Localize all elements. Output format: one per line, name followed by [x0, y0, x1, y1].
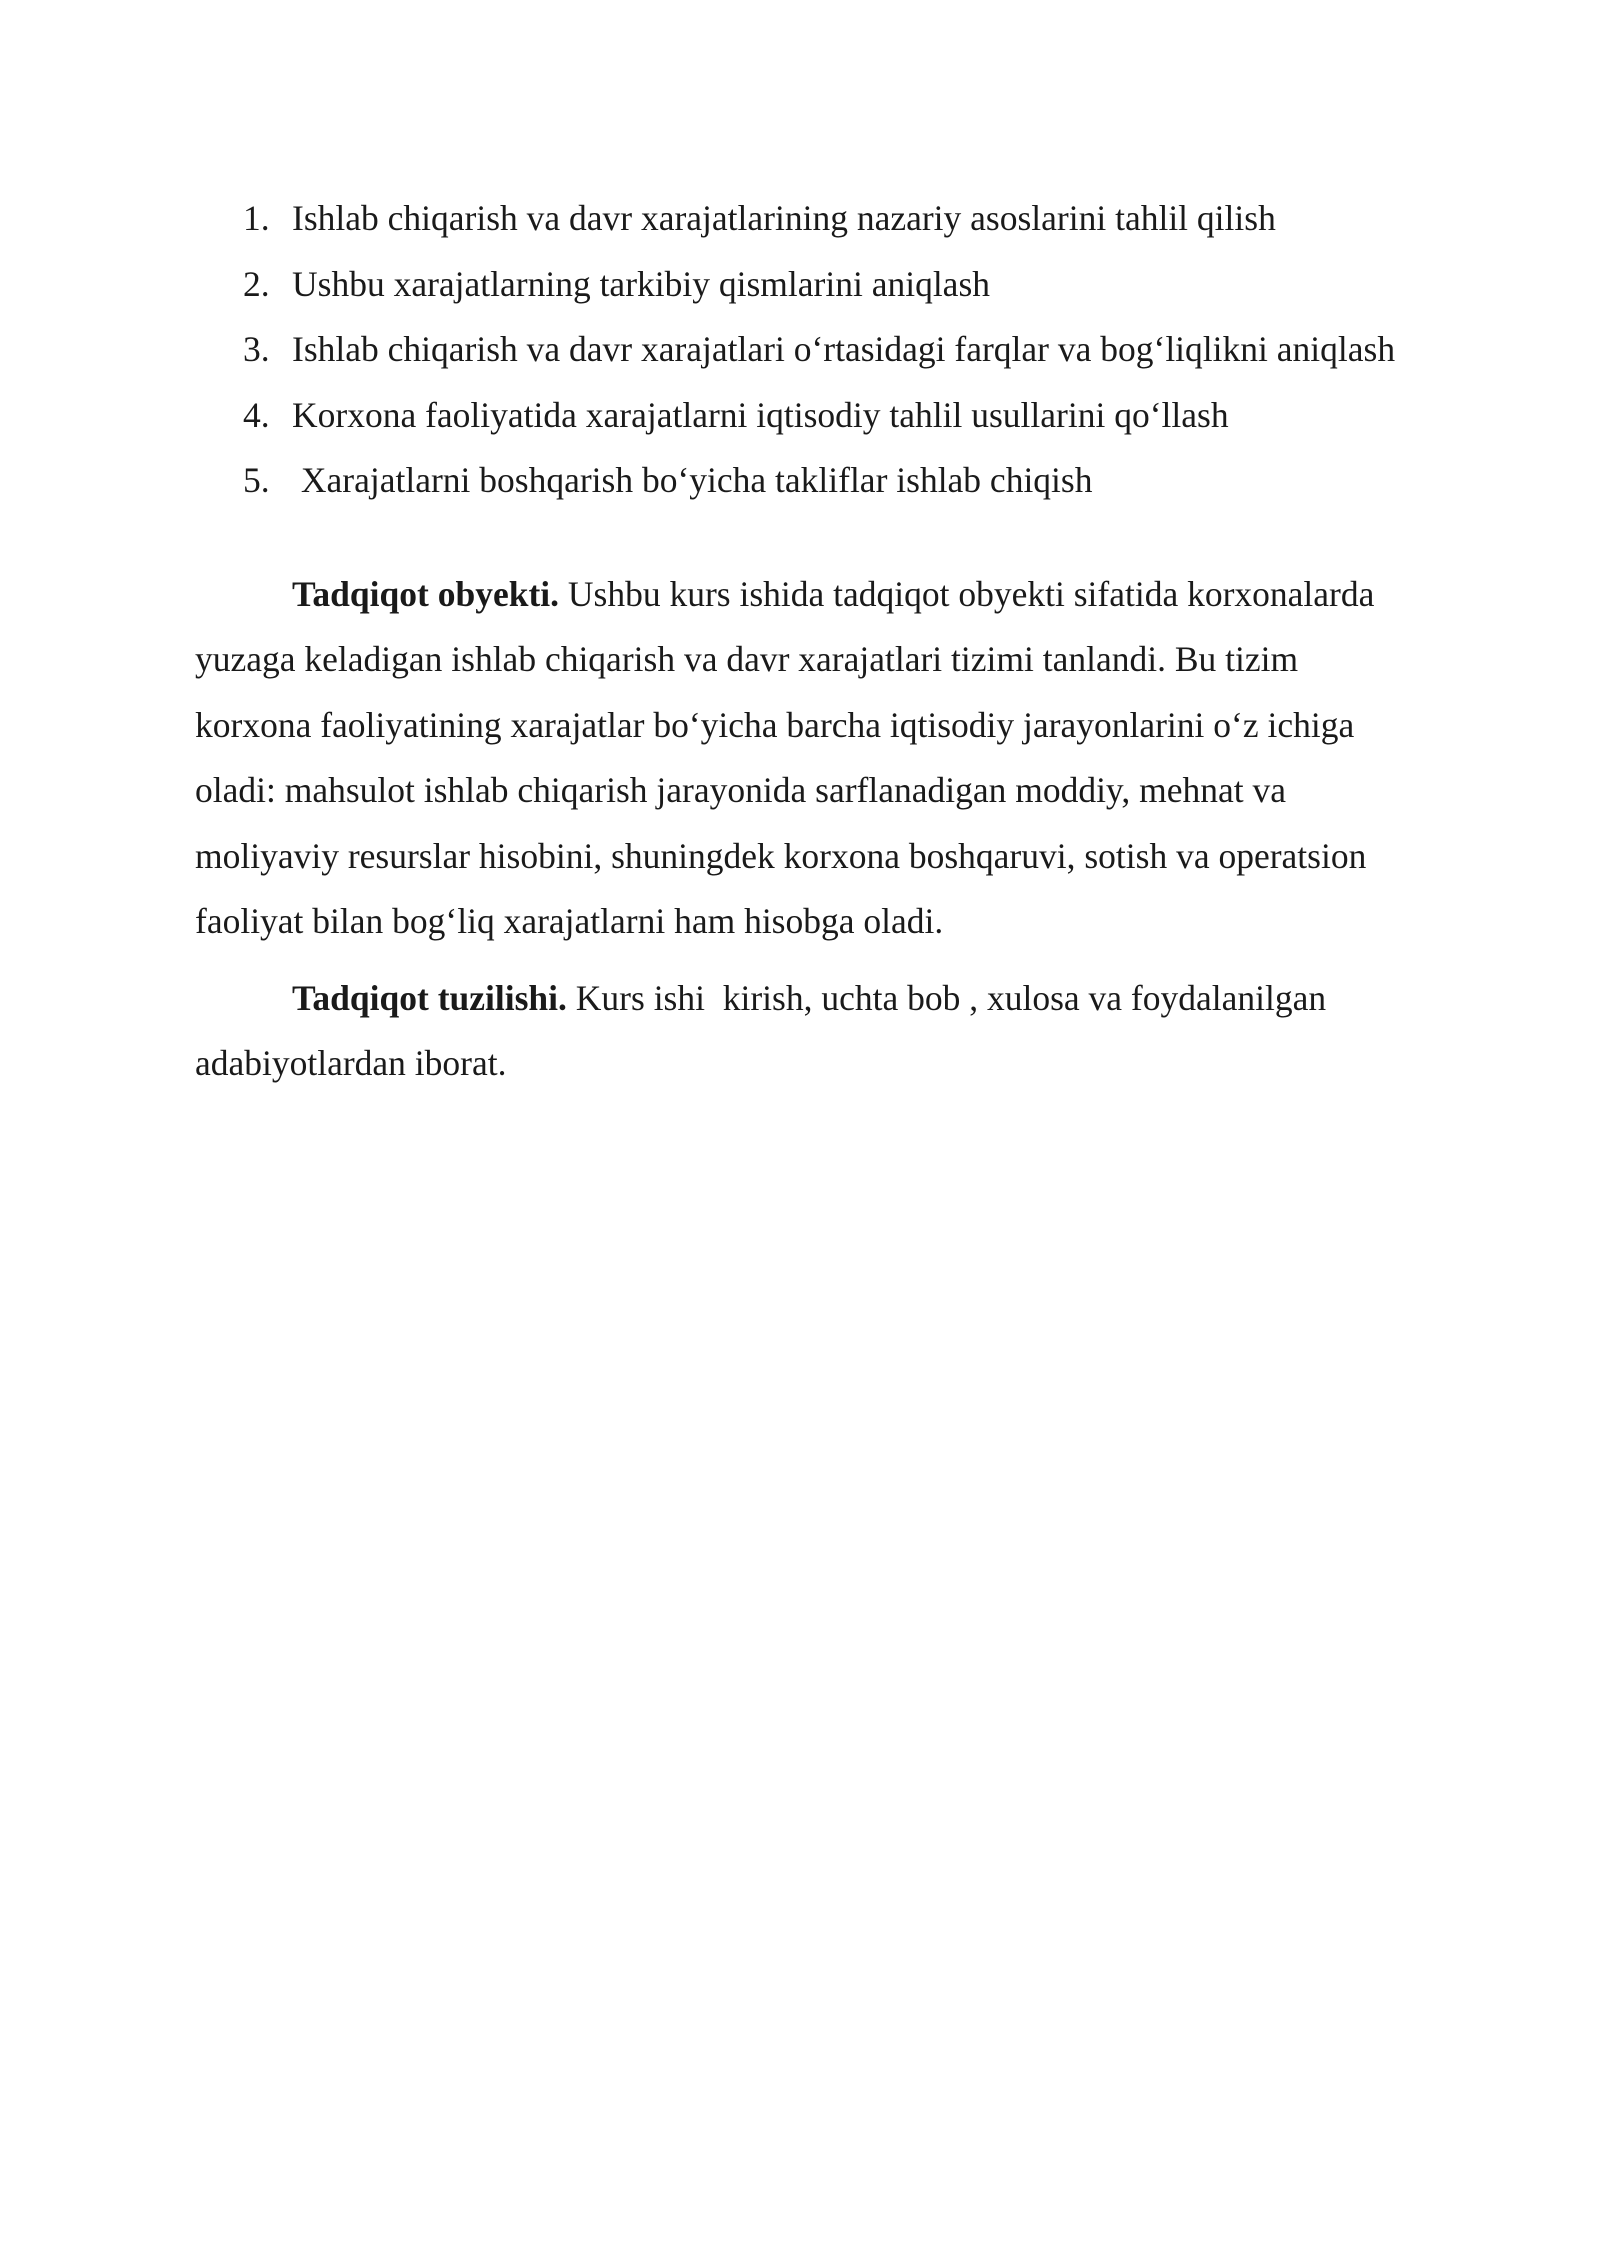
research-structure-body: Kurs ishi kirish, uchta bob , xulosa va foydalanilgan adabiyotlardan iborat.: [195, 977, 1335, 1083]
list-item-text: Ishlab chiqarish va davr xarajatlari o‘rtasidagi farqlar va bog‘liqlikni aniqlash: [292, 329, 1396, 369]
list-item: [195, 383, 1410, 449]
task-list: [195, 186, 1410, 514]
list-item-text: Ishlab chiqarish va davr xarajatlarining nazariy asoslarini tahlil qilish: [292, 198, 1276, 238]
list-item-number: 2.: [243, 263, 270, 304]
list-item: [195, 317, 1410, 383]
list-item-number: 3.: [243, 329, 270, 369]
research-structure-heading: Tadqiqot tuzilishi.: [292, 977, 567, 1018]
list-item-text: Ushbu xarajatlarning tarkibiy qismlarini aniqlash: [292, 263, 991, 304]
list-item: [195, 186, 1410, 252]
list-item: [195, 448, 1410, 514]
list-item-number: 4.: [243, 394, 270, 435]
page-content: [195, 186, 1410, 1097]
research-object-heading: Tadqiqot obyekti.: [292, 573, 560, 614]
list-item: [195, 252, 1410, 318]
research-structure-paragraph: [195, 966, 1410, 1097]
list-item-number: 5.: [243, 460, 270, 500]
research-object-paragraph: [195, 562, 1410, 955]
list-item-text: Korxona faoliyatida xarajatlarni iqtisodiy tahlil usullarini qo‘llash: [292, 394, 1229, 435]
list-item-text: Xarajatlarni boshqarish bo‘yicha takliflar ishlab chiqish: [292, 460, 1093, 500]
list-item-number: 1.: [243, 198, 270, 238]
research-object-body: Ushbu kurs ishida tadqiqot obyekti sifatida korxonalarda yuzaga keladigan ishlab chiqarish va davr xarajatlari tizimi tanlandi. Bu tizim korxona faoliyatining xarajatlar bo‘yicha barcha iqtisodiy jarayonlarini o‘z ichiga oladi: mahsulot ishlab chiqarish jarayonida sarflanadigan moddiy, mehnat va moliyaviy resurslar hisobini, shuningdek korxona boshqaruvi, sotish va operatsion faoliyat bilan bog‘liq xarajatlarni ham hisobga oladi.: [195, 573, 1375, 941]
